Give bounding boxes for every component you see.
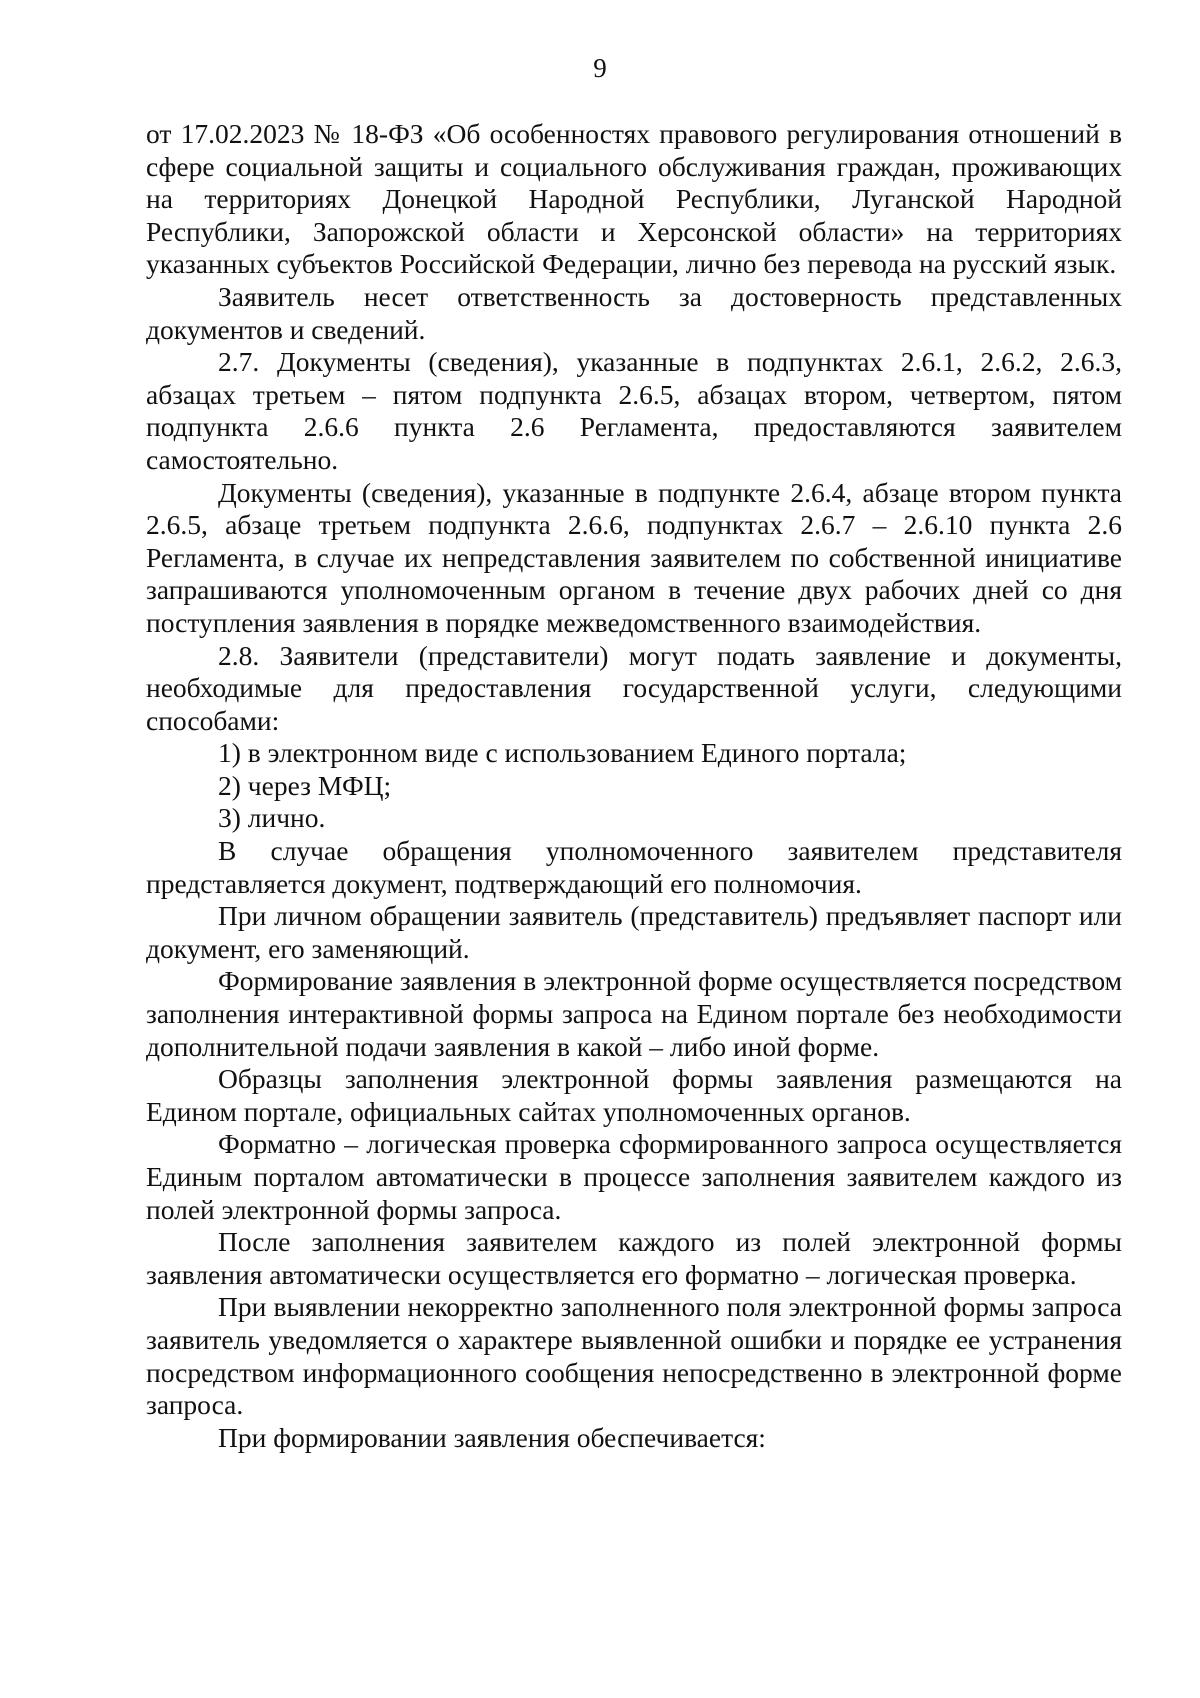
paragraph: При формировании заявления обеспечивается: <box>218 1421 766 1453</box>
list-item: 2) через МФЦ; <box>218 769 392 801</box>
paragraph: Образцы заполнения электронной формы заявления размещаются на Едином портале, официальных сайтах уполномоченных органов. <box>146 1063 1122 1127</box>
paragraph: 2.7. Документы (сведения), указанные в подпунктах 2.6.1, 2.6.2, 2.6.3, абзацах третьем – пятом подпункта 2.6.5, абзацах втором, четвертом, пятом подпункта 2.6.6 пункта 2.6 Регламента, предоставляются заявителем самостоятельно. <box>146 346 1122 475</box>
paragraph: Формирование заявления в электронной форме осуществляется посредством заполнения интерактивной формы запроса на Едином портале без необходимости дополнительной подачи заявления в какой – либо иной форме. <box>146 965 1122 1062</box>
paragraph: При личном обращении заявитель (представитель) предъявляет паспорт или документ, его заменяющий. <box>146 900 1122 964</box>
paragraph: от 17.02.2023 № 18-ФЗ «Об особенностях правового регулирования отношений в сфере социальной защиты и социального обслуживания граждан, проживающих на территориях Донецкой Народной Республики, Луганской Народной Республики, Запорожской области и Херсонской области» на территориях указанных субъектов Российской Федерации, лично без перевода на русский язык. <box>146 118 1122 280</box>
paragraph: 2.8. Заявители (представители) могут подать заявление и документы, необходимые для предоставления государственной услуги, следующими способами: <box>146 639 1122 736</box>
paragraph: Документы (сведения), указанные в подпункте 2.6.4, абзаце втором пункта 2.6.5, абзаце третьем подпункта 2.6.6, подпунктах 2.6.7 – 2.6.10 пункта 2.6 Регламента, в случае их непредставления заявителем по собственной инициативе запрашиваются уполномоченным органом в течение двух рабочих дней со дня поступления заявления в порядке межведомственного взаимодействия. <box>146 476 1122 638</box>
paragraph: Форматно – логическая проверка сформированного запроса осуществляется Единым порталом автоматически в процессе заполнения заявителем каждого из полей электронной формы запроса. <box>146 1128 1122 1225</box>
paragraph: Заявитель несет ответственность за достоверность представленных документов и сведений. <box>146 280 1122 345</box>
paragraph: При выявлении некорректно заполненного поля электронной формы запроса заявитель уведомляется о характере выявленной ошибки и порядке ее устранения посредством информационного сообщения непосредственно в электронной форме запроса. <box>146 1291 1122 1421</box>
list-item: 1) в электронном виде с использованием Единого портала; <box>218 737 907 769</box>
paragraph: После заполнения заявителем каждого из полей электронной формы заявления автоматически осуществляется его форматно – логическая проверка. <box>146 1226 1122 1290</box>
page-number: 9 <box>593 53 607 83</box>
list-item: 3) лично. <box>218 802 326 834</box>
document-body <box>146 118 1122 1454</box>
paragraph: В случае обращения уполномоченного заявителем представителя представляется документ, подтверждающий его полномочия. <box>146 835 1122 899</box>
